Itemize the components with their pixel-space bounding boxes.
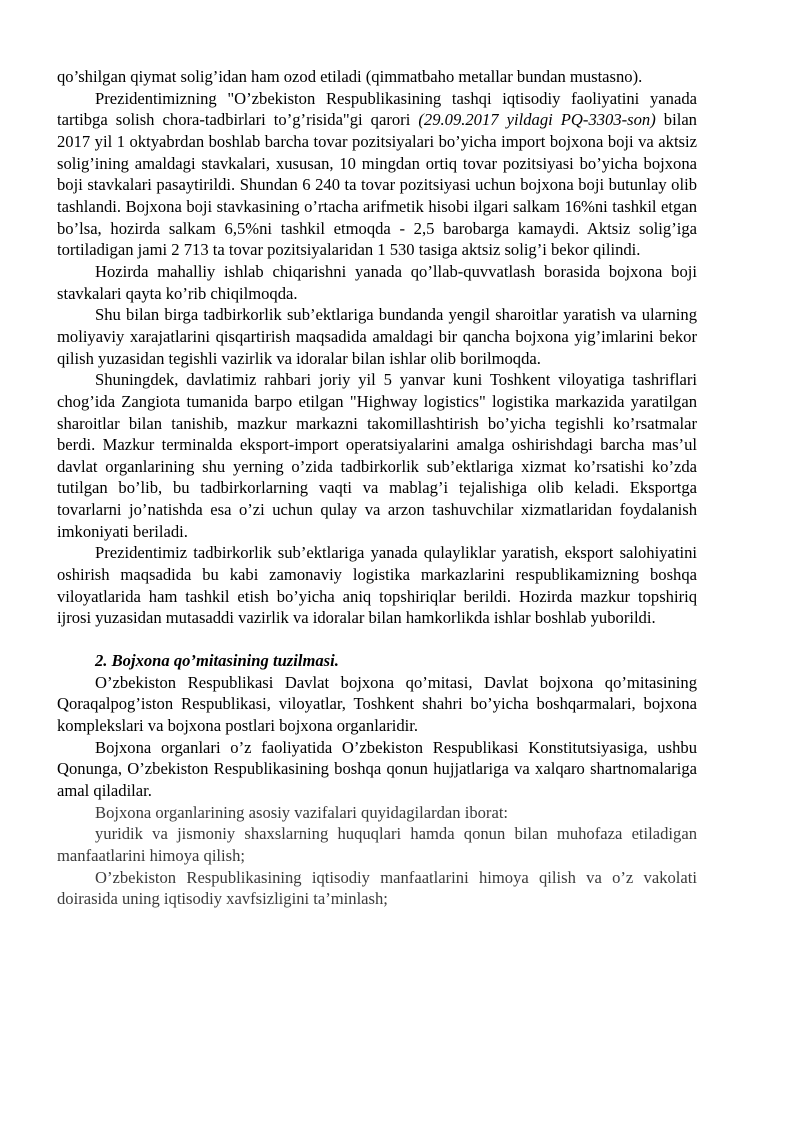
paragraph-text: Prezidentimizning "O’zbekiston Respublikasining tashqi iqtisodiy faoliyatini yanada tartibga solish chora-tadbirlari to’g’risida"gi qarori [57,88,697,130]
list-item-rights-protection: yuridik va jismoniy shaxslarning huquqlari hamda qonun bilan muhofaza etiladigan manfaatlarini himoya qilish; [57,824,697,865]
paragraph-business-conditions: Shu bilan birga tadbirkorlik sub’ektlariga bundanda yengil sharoitlar yaratish va ularning moliyaviy xarajatlarini qisqartirish maqsadida amaldagi bir qancha bojxona yig’imlarini bekor qilish yuzasidan tegishli vazirlik va idoralar bilan ishlar olib borilmoqda. [57,305,697,368]
section-heading: 2. Bojxona qo’mitasining tuzilmasi. [95,651,339,671]
paragraph-logistics-center: Shuningdek, davlatimiz rahbari joriy yil 5 yanvar kuni Toshkent viloyatiga tashriflari chog’ida Zangiota tumanida barpo etilgan "Highway logistics" logistika markazida yaratilgan sharoitlar bilan tanishib, mazkur markazni takomillashtirish bo’yicha tegishli ko’rsatmalar berdi. Mazkur terminalda eksport-import operatsiyalarini amalga oshirishdagi barcha mas’ul davlat organlarining shu yerning o’zida tadbirkorlik sub’ektlariga xizmat ko’rsatishi ko’zda tutilgan bo’lib, bu tadbirkorlarning vaqti va mablag’i tejalishiga olib keladi. Eksportga tovarlarni jo’natishda esa o’zi uchun qulay va arzon tashuvchilar xizmatlaridan foydalanish imkoniyati beriladi. [57,370,697,541]
document-page [57,66,697,910]
paragraph-tariff-decree [57,88,697,261]
list-item-economic-security: O’zbekiston Respublikasining iqtisodiy manfaatlarini himoya qilish va o’z vakolati doirasida uning iqtisodiy xavfsizligini ta’minlash; [57,867,697,909]
decree-reference: (29.09.2017 yildagi PQ-3303-son) [418,110,656,130]
paragraph-continuation: qo’shilgan qiymat solig’idan ham ozod etiladi (qimmatbaho metallar bundan mustasno). [57,67,643,86]
paragraph-text: bilan 2017 yil 1 oktyabrdan boshlab barcha tovar pozitsiyalari bo’yicha import bojxona boji va aktsiz solig’ining amaldagi stavkalari, xususan, 10 mingdan ortiq tovar pozitsiyasi bo’yicha bojxona boji stavkalari pasaytirildi. Shundan 6 240 ta tovar pozitsiyasi uchun bojxona boji butunlay olib tashlandi. Bojxona boji stavkasining o’rtacha arifmetik hisobi ilgari salkam 16%ni tashkil etgan bo’lsa, hozirda salkam 6,5%ni tashkil etmoqda - 2,5 barobarga kamaydi. Aktsiz solig’iga tortiladigan jami 2 713 ta tovar pozitsiyalaridan 1 530 tasiga aktsiz solig’i bekor qilindi. [57,110,697,260]
paragraph-local-production: Hozirda mahalliy ishlab chiqarishni yanada qo’llab-quvvatlash borasida bojxona boji stavkalari qayta ko’rib chiqilmoqda. [57,261,697,303]
paragraph-main-tasks: Bojxona organlarining asosiy vazifalari quyidagilardan iborat: [95,802,509,822]
spacer [57,629,697,650]
paragraph-legal-basis: Bojxona organlari o’z faoliyatida O’zbekiston Respublikasi Konstitutsiyasiga, ushbu Qonunga, O’zbekiston Respublikasining boshqa qonun hujjatlariga va xalqaro shartnomalariga amal qiladilar. [57,737,697,800]
paragraph-customs-organs: O’zbekiston Respublikasi Davlat bojxona qo’mitasi, Davlat bojxona qo’mitasining Qoraqalpog’iston Respublikasi, viloyatlar, Toshkent shahri bo’yicha boshqarmalari, bojxona komplekslari va bojxona postlari bojxona organlaridir. [57,672,697,736]
paragraph-president-instructions: Prezidentimiz tadbirkorlik sub’ektlariga yanada qulayliklar yaratish, eksport salohiyatini oshirish maqsadida bu kabi zamonaviy logistika markazlarini respublikamizning boshqa viloyatlarida ham tashkil etish bo’yicha aniq topshiriqlar berildi. Hozirda mazkur topshiriq ijrosi yuzasidan mutasaddi vazirlik va idoralar bilan hamkorlikda ishlar boshlab yuborildi. [57,543,697,628]
